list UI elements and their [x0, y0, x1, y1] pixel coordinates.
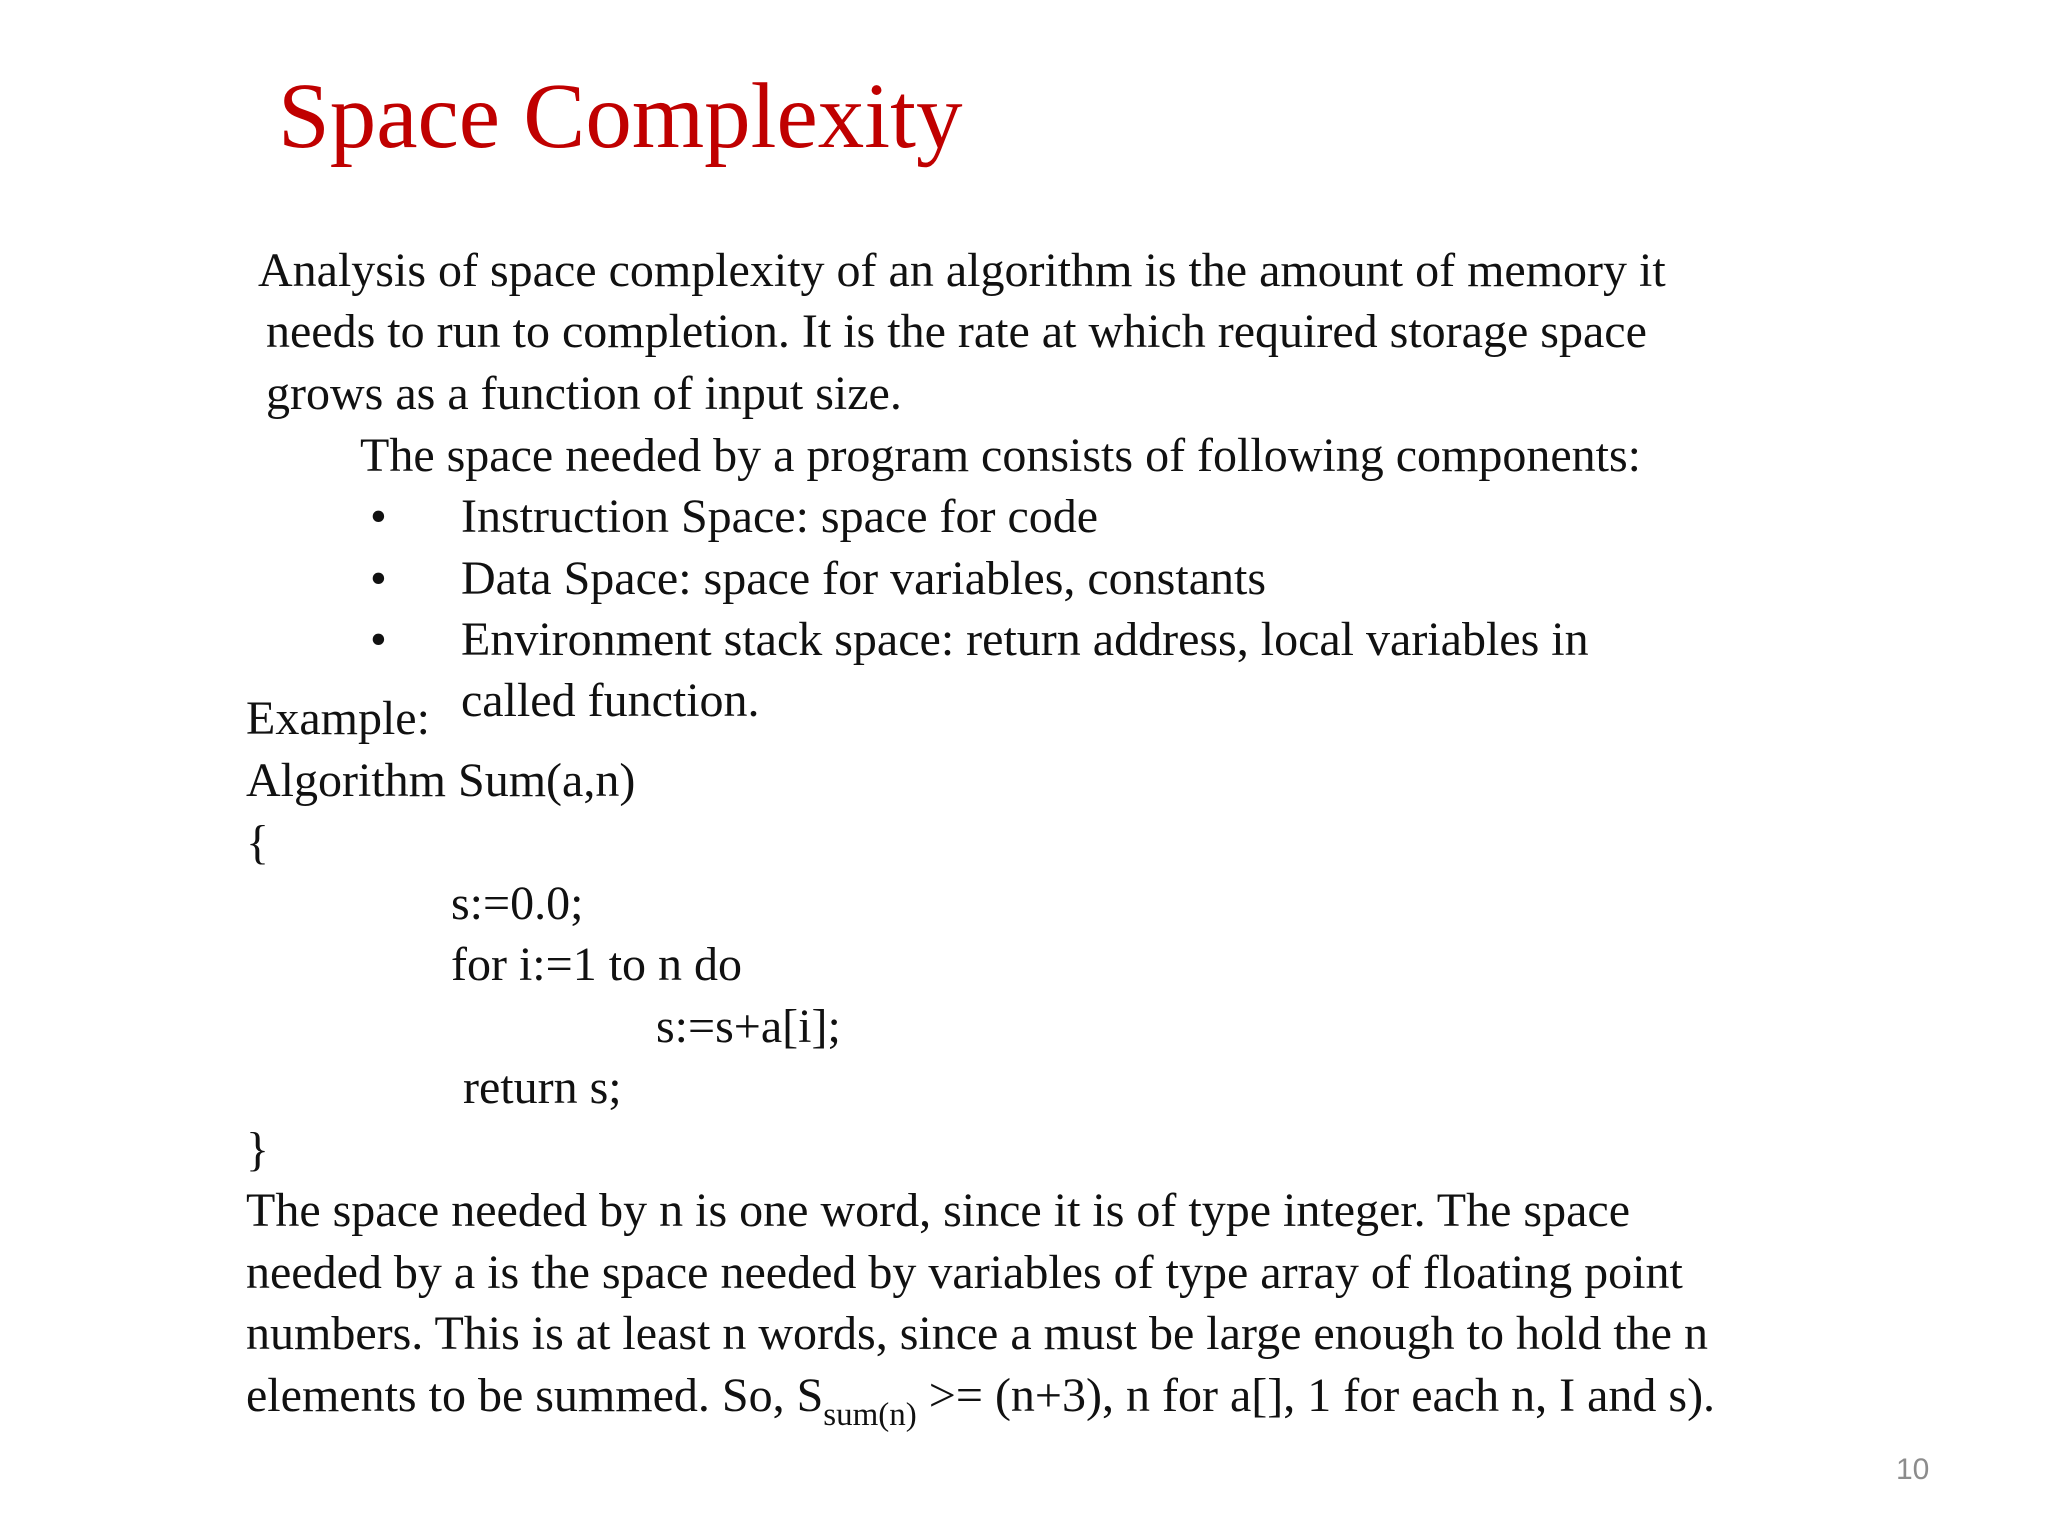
component-item-instruction-space: Instruction Space: space for code: [461, 490, 1099, 543]
example-label: Example:: [246, 692, 430, 745]
algorithm-close-brace: }: [246, 1123, 270, 1176]
components-heading: The space needed by a program consists of following components:: [360, 429, 1641, 482]
algorithm-line-init: s:=0.0;: [451, 877, 584, 930]
component-item-environment-stack: Environment stack space: return address, local variables in: [461, 613, 1589, 666]
page-number: 10: [1896, 1453, 1930, 1486]
space-subscript: sum(n): [823, 1397, 917, 1433]
explanation-line-1: The space needed by n is one word, since it is of type integer. The space: [246, 1184, 1631, 1237]
intro-line-1: Analysis of space complexity of an algorithm is the amount of memory it: [258, 244, 1666, 297]
explanation-line-4: [246, 1365, 1715, 1446]
slide-title: Space Complexity: [278, 65, 963, 168]
bullet-icon: •: [370, 613, 387, 666]
final-line-suffix: >= (n+3), n for a[], 1 for each n, I and s).: [916, 1369, 1716, 1422]
bullet-icon: •: [370, 552, 387, 605]
component-item-environment-stack-cont: called function.: [461, 674, 760, 727]
algorithm-line-for: for i:=1 to n do: [451, 938, 743, 991]
final-line-prefix: elements to be summed. So, S: [246, 1369, 824, 1422]
explanation-line-2: needed by a is the space needed by variables of type array of floating point: [246, 1246, 1683, 1299]
bullet-icon: •: [370, 490, 387, 543]
algorithm-open-brace: {: [246, 816, 270, 869]
component-item-data-space: Data Space: space for variables, constants: [461, 552, 1267, 605]
intro-line-3: grows as a function of input size.: [266, 367, 902, 420]
algorithm-line-return: return s;: [463, 1061, 622, 1114]
algorithm-header: Algorithm Sum(a,n): [246, 754, 636, 807]
algorithm-line-accumulate: s:=s+a[i];: [656, 1000, 841, 1053]
explanation-line-3: numbers. This is at least n words, since a must be large enough to hold the n: [246, 1307, 1708, 1360]
intro-line-2: needs to run to completion. It is the rate at which required storage space: [266, 305, 1647, 358]
